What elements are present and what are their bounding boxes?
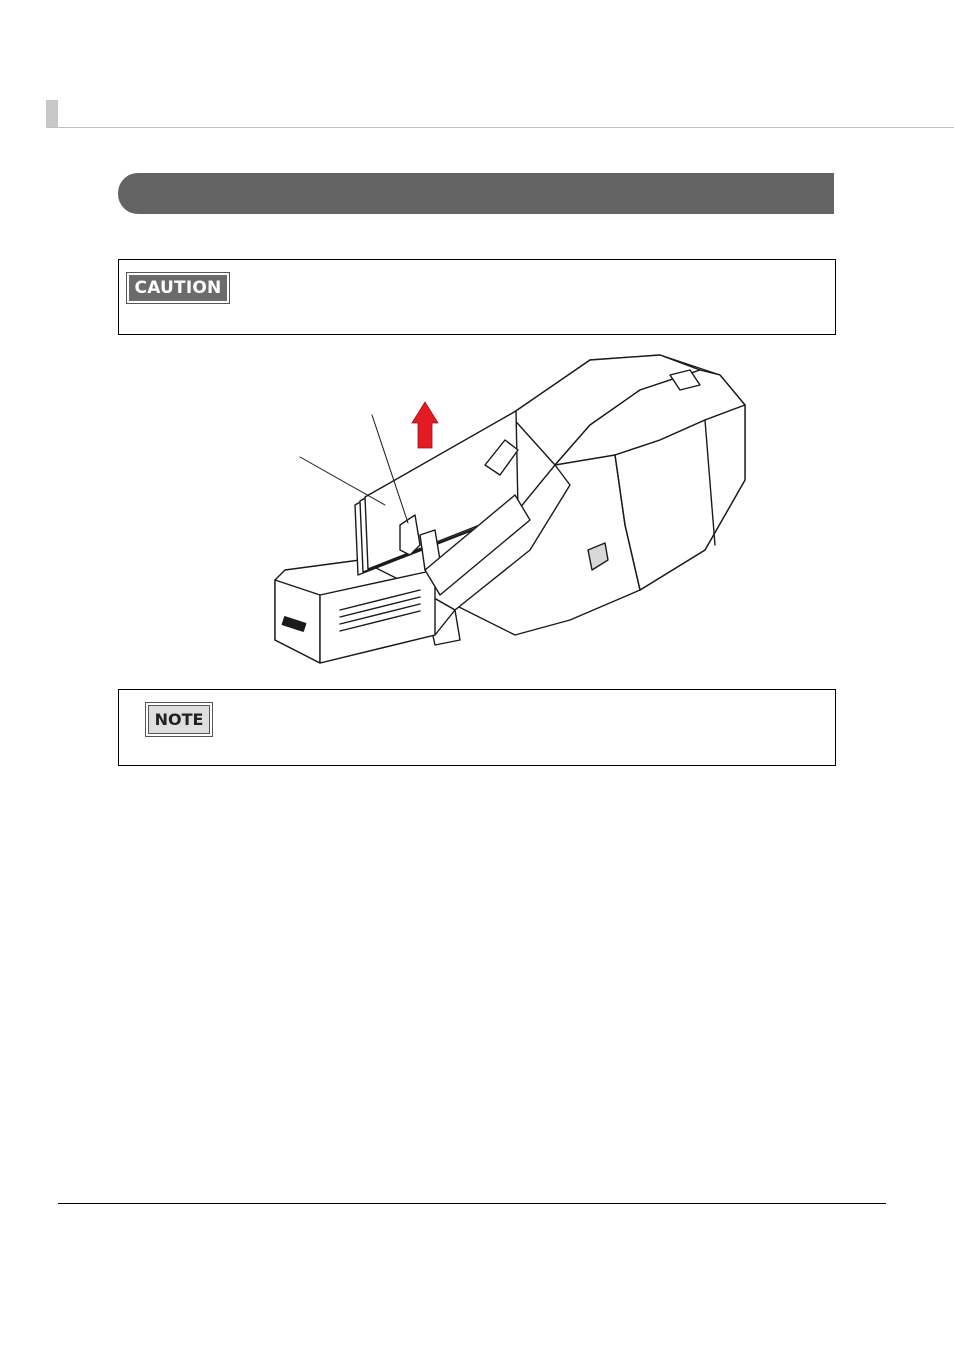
check-scanner-illustration [260, 345, 760, 675]
red-up-arrow-icon [412, 402, 438, 448]
note-box [118, 689, 836, 766]
note-badge-label: NOTE [148, 705, 210, 734]
leader-line-documents [300, 457, 385, 505]
section-heading [118, 173, 834, 214]
caution-badge-label: CAUTION [129, 275, 227, 301]
footer-rule [58, 1203, 886, 1204]
note-icon [145, 702, 213, 737]
caution-icon [126, 272, 230, 304]
header-marker [46, 100, 58, 128]
header-rule [46, 127, 954, 128]
caution-box [118, 259, 836, 335]
